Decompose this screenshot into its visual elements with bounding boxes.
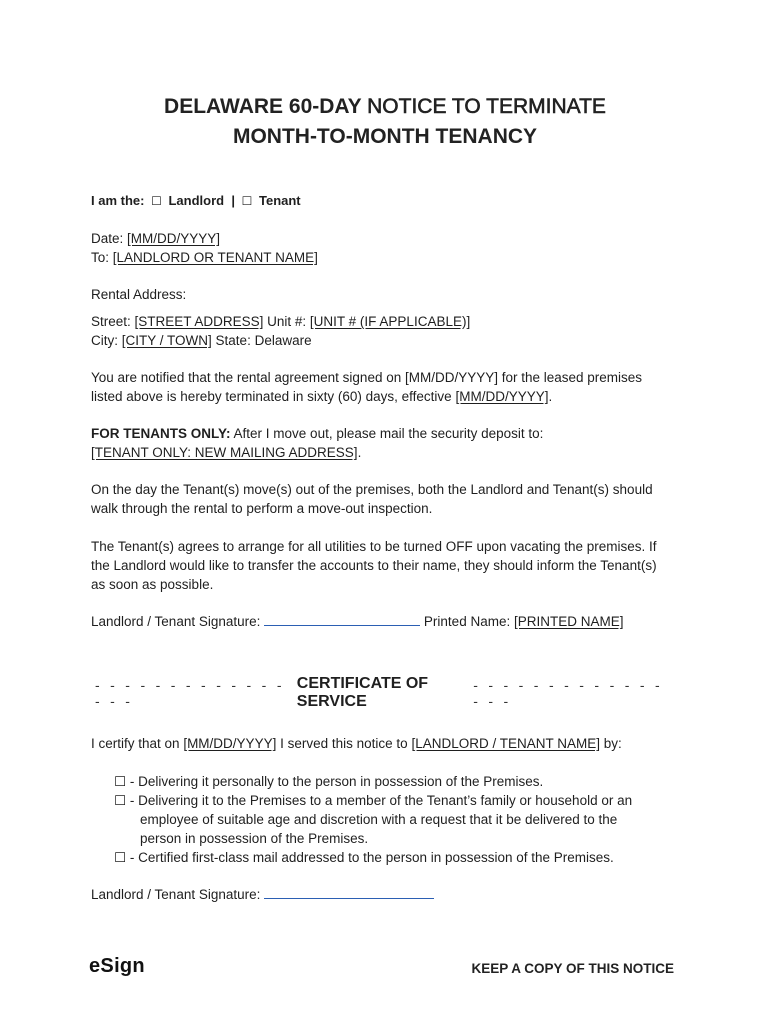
role-selector xyxy=(91,191,301,211)
certificate-signature-field[interactable] xyxy=(264,886,434,899)
tenant-option-label: Tenant xyxy=(258,193,301,208)
unit-field[interactable]: [UNIT # (IF APPLICABLE)] xyxy=(309,314,471,329)
service-option-premises-cont-1: employee of suitable age and discretion with a request that it be delivered to the xyxy=(140,812,618,827)
street-label: Street: xyxy=(91,314,131,329)
role-separator: | xyxy=(231,193,235,208)
service-option-mail[interactable]: ☐ - Certified first-class mail addressed to the person in possession of the Premises. xyxy=(114,850,614,865)
effective-date-field[interactable]: [MM/DD/YYYY] xyxy=(455,389,549,404)
document-title-line-2: MONTH-TO-MONTH TENANCY xyxy=(232,125,538,148)
date-label: Date: xyxy=(91,231,124,246)
notice-line-1: You are notified that the rental agreement signed on [MM/DD/YYYY] for the leased premises xyxy=(91,370,643,385)
service-date-field[interactable]: [MM/DD/YYYY] xyxy=(183,736,277,751)
moveout-line-1: On the day the Tenant(s) move(s) out of the premises, both the Landlord and Tenant(s) should xyxy=(91,482,653,497)
service-option-personal[interactable]: ☐ - Delivering it personally to the person in possession of the Premises. xyxy=(114,774,544,789)
served-party-field[interactable]: [LANDLORD / TENANT NAME] xyxy=(411,736,600,751)
title-notice: NOTICE TO TERMINATE xyxy=(367,95,606,118)
city-field[interactable]: [CITY / TOWN] xyxy=(121,333,212,348)
esign-logo: eSign xyxy=(89,955,145,977)
certificate-signature-label: Landlord / Tenant Signature: xyxy=(91,887,261,902)
certificate-heading: CERTIFICATE OF SERVICE xyxy=(296,675,429,710)
printed-name-field[interactable]: [PRINTED NAME] xyxy=(513,614,624,629)
street-field[interactable]: [STREET ADDRESS] xyxy=(134,314,264,329)
signature-field[interactable] xyxy=(264,613,420,626)
tenants-only-text: After I move out, please mail the security deposit to: xyxy=(233,426,544,441)
printed-name-label: Printed Name: xyxy=(423,614,511,629)
utilities-line-1: The Tenant(s) agrees to arrange for all utilities to be turned OFF upon vacating the premises. If xyxy=(91,539,657,554)
moveout-line-2: walk through the rental to perform a move-out inspection. xyxy=(91,501,433,516)
service-methods-list xyxy=(114,772,632,867)
keep-copy-notice: KEEP A COPY OF THIS NOTICE xyxy=(471,961,674,976)
utilities-line-3: as soon as possible. xyxy=(91,577,214,592)
by-text: by: xyxy=(603,736,622,751)
tenants-only-label: FOR TENANTS ONLY: xyxy=(91,426,231,441)
recipient-field[interactable]: [LANDLORD OR TENANT NAME] xyxy=(112,250,318,265)
landlord-option-label: Landlord xyxy=(168,193,225,208)
rental-address-heading: Rental Address: xyxy=(91,287,187,302)
utilities-line-2: the Landlord would like to transfer the accounts to their name, they should inform the Tenant(s) xyxy=(91,558,657,573)
role-label: I am the: xyxy=(91,193,145,208)
notice-period: . xyxy=(548,389,553,404)
certificate-dashes-right: - - - - - - - - - - - - - - - - xyxy=(473,677,663,709)
date-field[interactable]: [MM/DD/YYYY] xyxy=(127,231,221,246)
state-text: State: Delaware xyxy=(215,333,312,348)
service-option-premises-cont-2: person in possession of the Premises. xyxy=(140,831,369,846)
tenant-mailing-address-field[interactable]: [TENANT ONLY: NEW MAILING ADDRESS] xyxy=(91,445,358,460)
tenant-checkbox[interactable]: ☐ xyxy=(241,194,253,208)
certificate-heading-row xyxy=(95,675,675,711)
city-line xyxy=(91,331,312,350)
signature-label: Landlord / Tenant Signature: xyxy=(91,614,261,629)
to-label: To: xyxy=(91,250,110,265)
unit-label: Unit #: xyxy=(267,314,307,329)
date-line xyxy=(91,229,220,248)
document-title-line-1 xyxy=(0,92,770,122)
notice-line-2 xyxy=(91,387,552,406)
signature-line xyxy=(91,612,624,631)
certify-text: I certify that on xyxy=(91,736,180,751)
served-text: I served this notice to xyxy=(280,736,408,751)
certificate-dashes-left: - - - - - - - - - - - - - - - - xyxy=(95,677,285,709)
service-option-premises[interactable]: ☐ - Delivering it to the Premises to a member of the Tenant’s family or household or an xyxy=(114,793,633,808)
tenants-only-line xyxy=(91,424,543,443)
title-state: DELAWARE 60-DAY xyxy=(164,95,362,118)
certify-line xyxy=(91,734,622,753)
certificate-signature-line xyxy=(91,885,434,904)
street-line xyxy=(91,312,470,331)
landlord-checkbox[interactable]: ☐ xyxy=(151,194,162,208)
notice-text: listed above is hereby terminated in sixty (60) days, effective xyxy=(91,389,452,404)
city-label: City: xyxy=(91,333,118,348)
tenant-mailing-period: . xyxy=(357,445,362,460)
tenant-mailing-line xyxy=(91,443,361,462)
to-line xyxy=(91,248,318,267)
